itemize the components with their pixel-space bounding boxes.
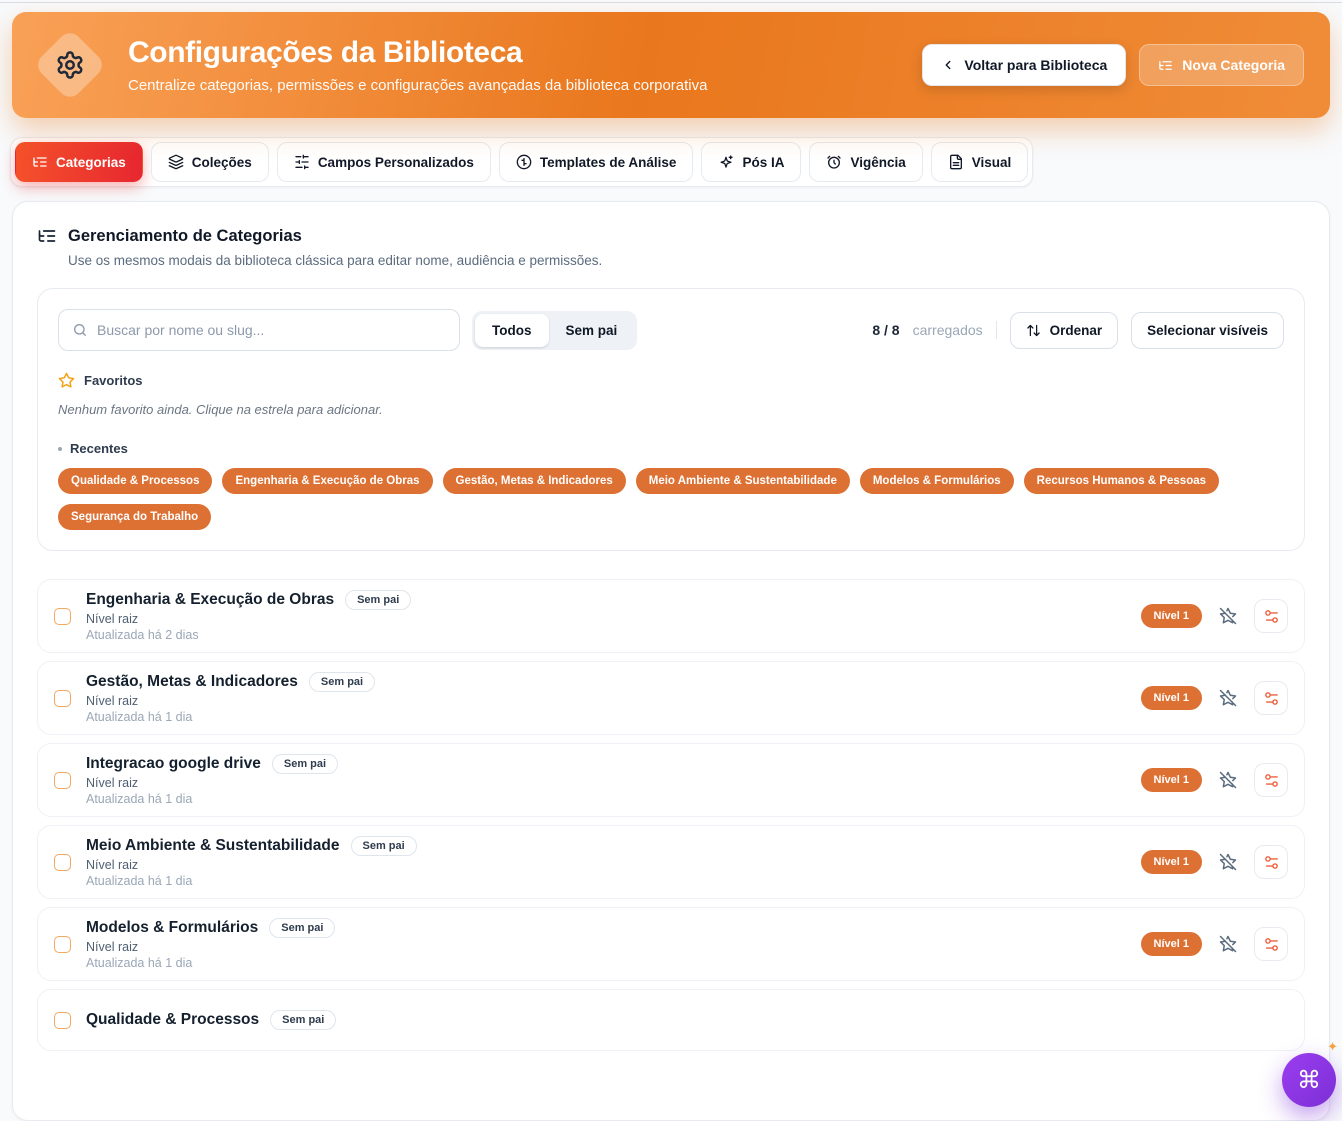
tab-categorias[interactable] bbox=[15, 142, 143, 182]
list-tree-icon bbox=[1158, 58, 1173, 73]
tab-label: Templates de Análise bbox=[539, 154, 677, 170]
recent-chip[interactable]: Modelos & Formulários bbox=[860, 468, 1014, 494]
top-divider bbox=[0, 2, 1342, 3]
no-parent-badge: Sem pai bbox=[345, 590, 411, 610]
category-row bbox=[37, 989, 1305, 1051]
recent-chip[interactable]: Engenharia & Execução de Obras bbox=[222, 468, 432, 494]
tab-label: Categorias bbox=[56, 154, 126, 170]
row-checkbox[interactable] bbox=[54, 936, 71, 953]
row-main bbox=[86, 836, 417, 888]
star-off-icon[interactable] bbox=[1219, 607, 1237, 625]
settings-2-icon bbox=[1263, 690, 1280, 707]
category-settings-button[interactable] bbox=[1254, 763, 1288, 797]
category-updated: Atualizada há 1 dia bbox=[86, 874, 193, 888]
settings-2-icon bbox=[1263, 772, 1280, 789]
row-main bbox=[86, 1010, 336, 1030]
category-row bbox=[37, 907, 1305, 981]
page-title: Configurações da Biblioteca bbox=[128, 36, 523, 69]
star-icon bbox=[58, 372, 75, 389]
divider bbox=[996, 321, 997, 339]
alarm-clock-icon bbox=[826, 154, 842, 170]
tab-label: Vigência bbox=[850, 154, 906, 170]
loaded-count: 8 / 8 bbox=[872, 322, 900, 338]
category-updated: Atualizada há 1 dia bbox=[86, 792, 193, 806]
level-badge: Nível 1 bbox=[1141, 850, 1202, 874]
recent-chip[interactable]: Gestão, Metas & Indicadores bbox=[443, 468, 626, 494]
no-parent-badge: Sem pai bbox=[309, 672, 375, 692]
row-main bbox=[86, 754, 338, 806]
category-name: Integracao google drive bbox=[86, 755, 261, 772]
page-subtitle: Centralize categorias, permissões e configurações avançadas da biblioteca corporativa bbox=[128, 77, 708, 94]
tab-label: Visual bbox=[971, 154, 1012, 170]
no-parent-badge: Sem pai bbox=[270, 1010, 336, 1030]
category-level: Nível raiz bbox=[86, 612, 139, 626]
category-settings-button[interactable] bbox=[1254, 599, 1288, 633]
command-palette-button[interactable] bbox=[1282, 1053, 1336, 1107]
new-category-label: Nova Categoria bbox=[1182, 57, 1285, 73]
row-checkbox[interactable] bbox=[54, 690, 71, 707]
select-visible-button[interactable] bbox=[1131, 312, 1284, 349]
category-settings-button[interactable] bbox=[1254, 681, 1288, 715]
category-updated: Atualizada há 2 dias bbox=[86, 628, 199, 642]
toolbar-right bbox=[872, 312, 1284, 349]
category-name: Meio Ambiente & Sustentabilidade bbox=[86, 837, 340, 854]
tab-templates-analise[interactable] bbox=[499, 142, 694, 182]
filters-panel bbox=[37, 288, 1305, 551]
section-title: Gerenciamento de Categorias bbox=[68, 226, 302, 245]
category-row bbox=[37, 825, 1305, 899]
category-name: Qualidade & Processos bbox=[86, 1011, 260, 1028]
no-parent-badge: Sem pai bbox=[269, 918, 335, 938]
no-parent-badge: Sem pai bbox=[351, 836, 417, 856]
tab-vigencia[interactable] bbox=[809, 142, 922, 182]
tab-label: Campos Personalizados bbox=[317, 154, 474, 170]
filter-all[interactable]: Todos bbox=[475, 314, 549, 347]
sort-button[interactable] bbox=[1010, 312, 1119, 349]
sliders-icon bbox=[294, 154, 310, 170]
loaded-count-label: carregados bbox=[912, 322, 983, 338]
tab-label: Pós IA bbox=[742, 154, 785, 170]
row-main bbox=[86, 918, 335, 970]
row-main bbox=[86, 590, 411, 642]
no-parent-badge: Sem pai bbox=[272, 754, 338, 774]
tab-pos-ia[interactable] bbox=[701, 142, 801, 182]
row-actions bbox=[1141, 681, 1288, 715]
tab-label: Coleções bbox=[191, 154, 252, 170]
select-visible-label: Selecionar visíveis bbox=[1147, 322, 1268, 338]
category-level: Nível raiz bbox=[86, 776, 139, 790]
settings-tabbar bbox=[10, 137, 1033, 187]
settings-2-icon bbox=[1263, 608, 1280, 625]
row-actions bbox=[1141, 927, 1288, 961]
command-icon: ⌘ bbox=[1297, 1066, 1321, 1094]
category-settings-button[interactable] bbox=[1254, 845, 1288, 879]
favorites-title: Favoritos bbox=[84, 373, 143, 388]
level-badge: Nível 1 bbox=[1141, 932, 1202, 956]
recent-chip[interactable]: Recursos Humanos & Pessoas bbox=[1024, 468, 1219, 494]
favorites-empty-message: Nenhum favorito ainda. Clique na estrela para adicionar. bbox=[58, 402, 383, 417]
recent-chip[interactable]: Segurança do Trabalho bbox=[58, 504, 211, 530]
tab-visual[interactable] bbox=[931, 142, 1029, 182]
list-tree-icon bbox=[37, 226, 57, 246]
search-icon bbox=[72, 322, 88, 338]
category-updated: Atualizada há 1 dia bbox=[86, 956, 193, 970]
level-badge: Nível 1 bbox=[1141, 768, 1202, 792]
recents-header bbox=[58, 441, 1284, 456]
filter-segmented-control bbox=[472, 311, 637, 350]
recents-chip-list bbox=[58, 468, 1284, 530]
layers-icon bbox=[168, 154, 184, 170]
category-row bbox=[37, 579, 1305, 653]
level-badge: Nível 1 bbox=[1141, 686, 1202, 710]
categories-panel bbox=[12, 201, 1330, 1121]
category-list bbox=[37, 579, 1305, 1051]
page-header bbox=[12, 12, 1330, 118]
search-box bbox=[58, 309, 460, 351]
header-actions bbox=[922, 44, 1304, 86]
recents-bullet-icon bbox=[58, 447, 62, 451]
category-level: Nível raiz bbox=[86, 940, 139, 954]
row-main bbox=[86, 672, 375, 724]
toolbar-row bbox=[58, 309, 1284, 351]
file-text-icon bbox=[948, 154, 964, 170]
category-name: Modelos & Formulários bbox=[86, 919, 259, 936]
row-checkbox[interactable] bbox=[54, 772, 71, 789]
row-checkbox[interactable] bbox=[54, 854, 71, 871]
level-badge: Nível 1 bbox=[1141, 604, 1202, 628]
category-row bbox=[37, 743, 1305, 817]
sort-button-label: Ordenar bbox=[1049, 322, 1103, 338]
row-actions bbox=[1141, 763, 1288, 797]
star-off-icon[interactable] bbox=[1219, 771, 1237, 789]
category-name: Gestão, Metas & Indicadores bbox=[86, 673, 298, 690]
favorites-header bbox=[58, 372, 1284, 389]
header-text bbox=[128, 36, 708, 94]
recents-title: Recentes bbox=[70, 441, 128, 456]
settings-2-icon bbox=[1263, 854, 1280, 871]
list-tree-icon bbox=[32, 154, 48, 170]
settings-2-icon bbox=[1263, 936, 1280, 953]
category-level: Nível raiz bbox=[86, 694, 139, 708]
gear-icon bbox=[33, 28, 107, 102]
category-name: Engenharia & Execução de Obras bbox=[86, 591, 335, 608]
sparkle-icon: ✦ bbox=[1327, 1039, 1338, 1054]
star-off-icon[interactable] bbox=[1219, 853, 1237, 871]
back-button-label: Voltar para Biblioteca bbox=[964, 57, 1108, 73]
recent-chip[interactable]: Meio Ambiente & Sustentabilidade bbox=[636, 468, 850, 494]
category-settings-button[interactable] bbox=[1254, 927, 1288, 961]
sparkles-icon bbox=[718, 154, 734, 170]
recent-chip[interactable]: Qualidade & Processos bbox=[58, 468, 212, 494]
row-checkbox[interactable] bbox=[54, 1012, 71, 1029]
new-category-button[interactable] bbox=[1139, 44, 1304, 86]
chevron-left-icon bbox=[941, 58, 955, 72]
star-off-icon[interactable] bbox=[1219, 689, 1237, 707]
analysis-template-icon bbox=[516, 154, 532, 170]
tab-campos-personalizados[interactable] bbox=[277, 142, 491, 182]
category-updated: Atualizada há 1 dia bbox=[86, 710, 193, 724]
row-actions bbox=[1141, 599, 1288, 633]
category-row bbox=[37, 661, 1305, 735]
star-off-icon[interactable] bbox=[1219, 935, 1237, 953]
category-level: Nível raiz bbox=[86, 858, 139, 872]
back-to-library-button[interactable] bbox=[922, 44, 1126, 86]
search-input[interactable] bbox=[97, 322, 446, 338]
arrow-up-down-icon bbox=[1026, 323, 1041, 338]
tab-colecoes[interactable] bbox=[151, 142, 269, 182]
row-checkbox[interactable] bbox=[54, 608, 71, 625]
row-actions bbox=[1141, 845, 1288, 879]
section-header bbox=[37, 226, 1305, 246]
filter-no-parent[interactable]: Sem pai bbox=[565, 322, 618, 338]
section-subtitle: Use os mesmos modais da biblioteca clássica para editar nome, audiência e permissões. bbox=[68, 253, 603, 268]
